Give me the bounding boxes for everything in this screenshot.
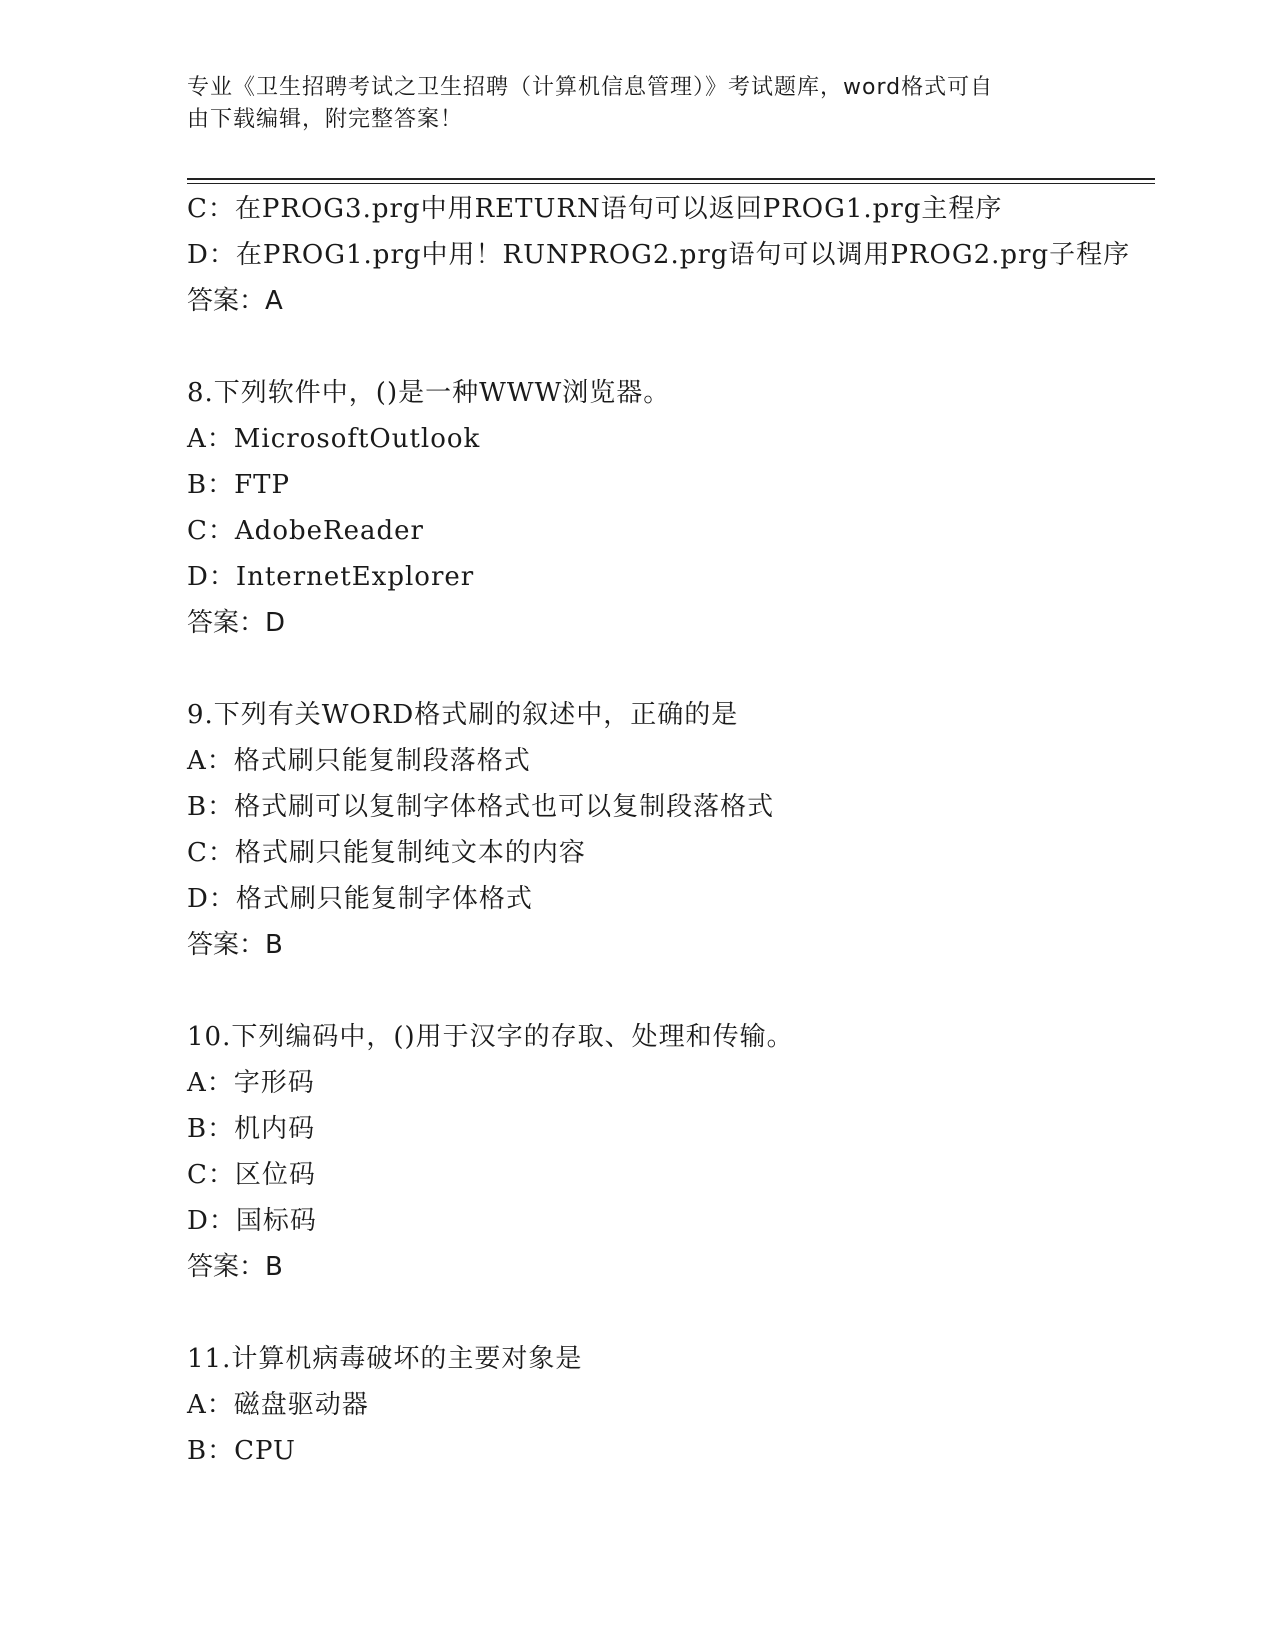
option-c: C：在PROG3.prg中用RETURN语句可以返回PROG1.prg主程序: [187, 194, 1003, 224]
question-stem: 9.下列有关WORD格式刷的叙述中，正确的是: [187, 700, 739, 730]
option-a: A：字形码: [187, 1068, 315, 1098]
option-b: B：格式刷可以复制字体格式也可以复制段落格式: [187, 792, 775, 822]
header-line-1: 专业《卫生招聘考试之卫生招聘（计算机信息管理）》考试题库，word格式可自: [187, 75, 994, 100]
option-c: C：区位码: [187, 1160, 316, 1190]
spacer: [187, 968, 1155, 1014]
header-divider-thin: [187, 183, 1155, 184]
header-line-2: 由下载编辑，附完整答案！: [187, 107, 464, 132]
option-a: A：磁盘驱动器: [187, 1390, 369, 1420]
question-stem: 8.下列软件中，()是一种WWW浏览器。: [187, 378, 671, 408]
option-d: D：格式刷只能复制字体格式: [187, 884, 533, 914]
answer: 答案：B: [187, 1252, 283, 1282]
question-stem: 10.下列编码中，()用于汉字的存取、处理和传输。: [187, 1022, 794, 1052]
question-list: [187, 186, 1155, 1474]
answer: 答案：B: [187, 930, 283, 960]
answer: 答案：A: [187, 286, 283, 316]
option-b: B：机内码: [187, 1114, 316, 1144]
option-b: B：FTP: [187, 470, 290, 500]
option-d: D：国标码: [187, 1206, 317, 1236]
option-a: A：MicrosoftOutlook: [187, 424, 481, 454]
option-d: D：在PROG1.prg中用！RUNPROG2.prg语句可以调用PROG2.prg子程序: [187, 240, 1131, 270]
option-c: C：AdobeReader: [187, 516, 424, 546]
option-c: C：格式刷只能复制纯文本的内容: [187, 838, 586, 868]
answer: 答案：D: [187, 608, 286, 638]
question-stem: 11.计算机病毒破坏的主要对象是: [187, 1344, 583, 1374]
option-a: A：格式刷只能复制段落格式: [187, 746, 531, 776]
document-header: [187, 72, 1087, 136]
option-d: D：InternetExplorer: [187, 562, 475, 592]
spacer: [187, 1290, 1155, 1336]
spacer: [187, 324, 1155, 370]
option-b: B：CPU: [187, 1436, 296, 1466]
spacer: [187, 646, 1155, 692]
header-divider-thick: [187, 178, 1155, 180]
